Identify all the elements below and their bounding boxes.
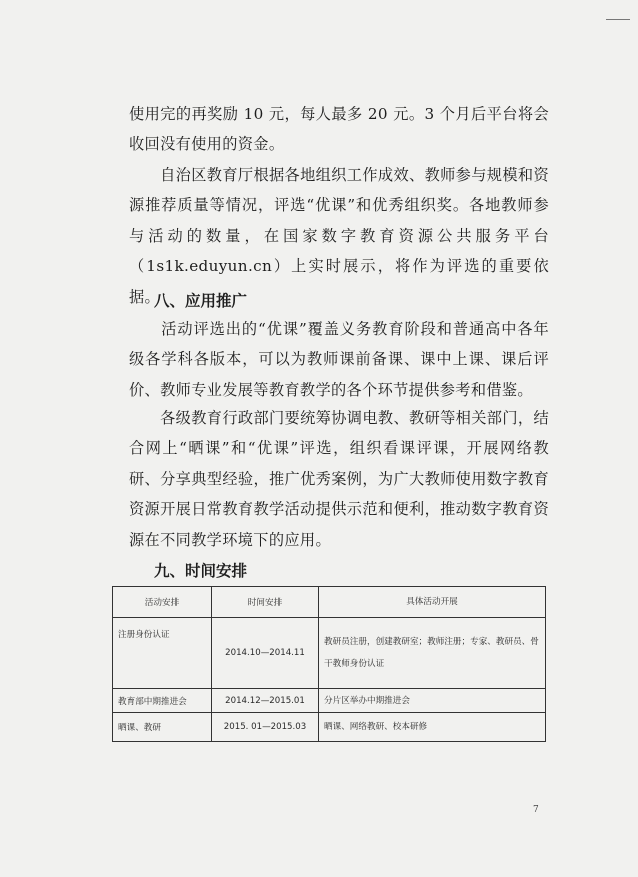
schedule-header-row [113,587,546,618]
paragraph-departments: 各级教育行政部门要统筹协调电教、教研等相关部门，结合网上“晒课”和“优课”评选，组织看课评课，开展网络教研、分享典型经验，推广优秀案例，为广大教师使用数字教育资源开展日常教育教学活动提供示范和便利，推动数字教育资源在不同教学环境下的应用。 [129,409,549,549]
cell-details: 晒课、网络教研、校本研修 [319,713,546,742]
cell-activity: 注册身份认证 [113,618,212,689]
cell-details: 教研员注册，创建教研室；教师注册；专家、教研员、骨干教师身份认证 [319,618,546,689]
table-row [113,689,546,713]
header-activity: 活动安排 [113,587,212,618]
header-time: 时间安排 [212,587,319,618]
cell-time: 2014.10—2014.11 [212,618,319,689]
cell-activity: 晒课、教研 [113,713,212,742]
heading-application-promotion: 八、应用推广 [154,292,248,310]
schedule-table [112,586,546,742]
header-details: 具体活动开展 [319,587,546,618]
page-number: 7 [533,805,539,815]
cell-details: 分片区举办中期推进会 [319,689,546,713]
table-row [113,713,546,742]
table-row [113,618,546,689]
paragraph-evaluation: 自治区教育厅根据各地组织工作成效、教师参与规模和资源推荐质量等情况，评选“优课”和优秀组织奖。各地教师参与活动的数量，在国家数字教育资源公共服务平台（1s1k.eduyun.cn）上实时展示，将作为评选的重要依据。 [129,166,549,306]
cell-time: 2015. 01—2015.03 [212,713,319,742]
paragraph-excellent-lessons: 活动评选出的“优课”覆盖义务教育阶段和普通高中各年级各学科各版本，可以为教师课前备课、课中上课、课后评价、教师专业发展等教育教学的各个环节提供参考和借鉴。 [129,320,549,399]
paragraph-reward: 使用完的再奖励 10 元，每人最多 20 元。3 个月后平台将会收回没有使用的资金。 [129,105,549,154]
cell-activity: 教育部中期推进会 [113,689,212,713]
cell-time: 2014.12—2015.01 [212,689,319,713]
scan-corner-mark [606,19,630,20]
heading-schedule: 九、时间安排 [154,562,248,580]
